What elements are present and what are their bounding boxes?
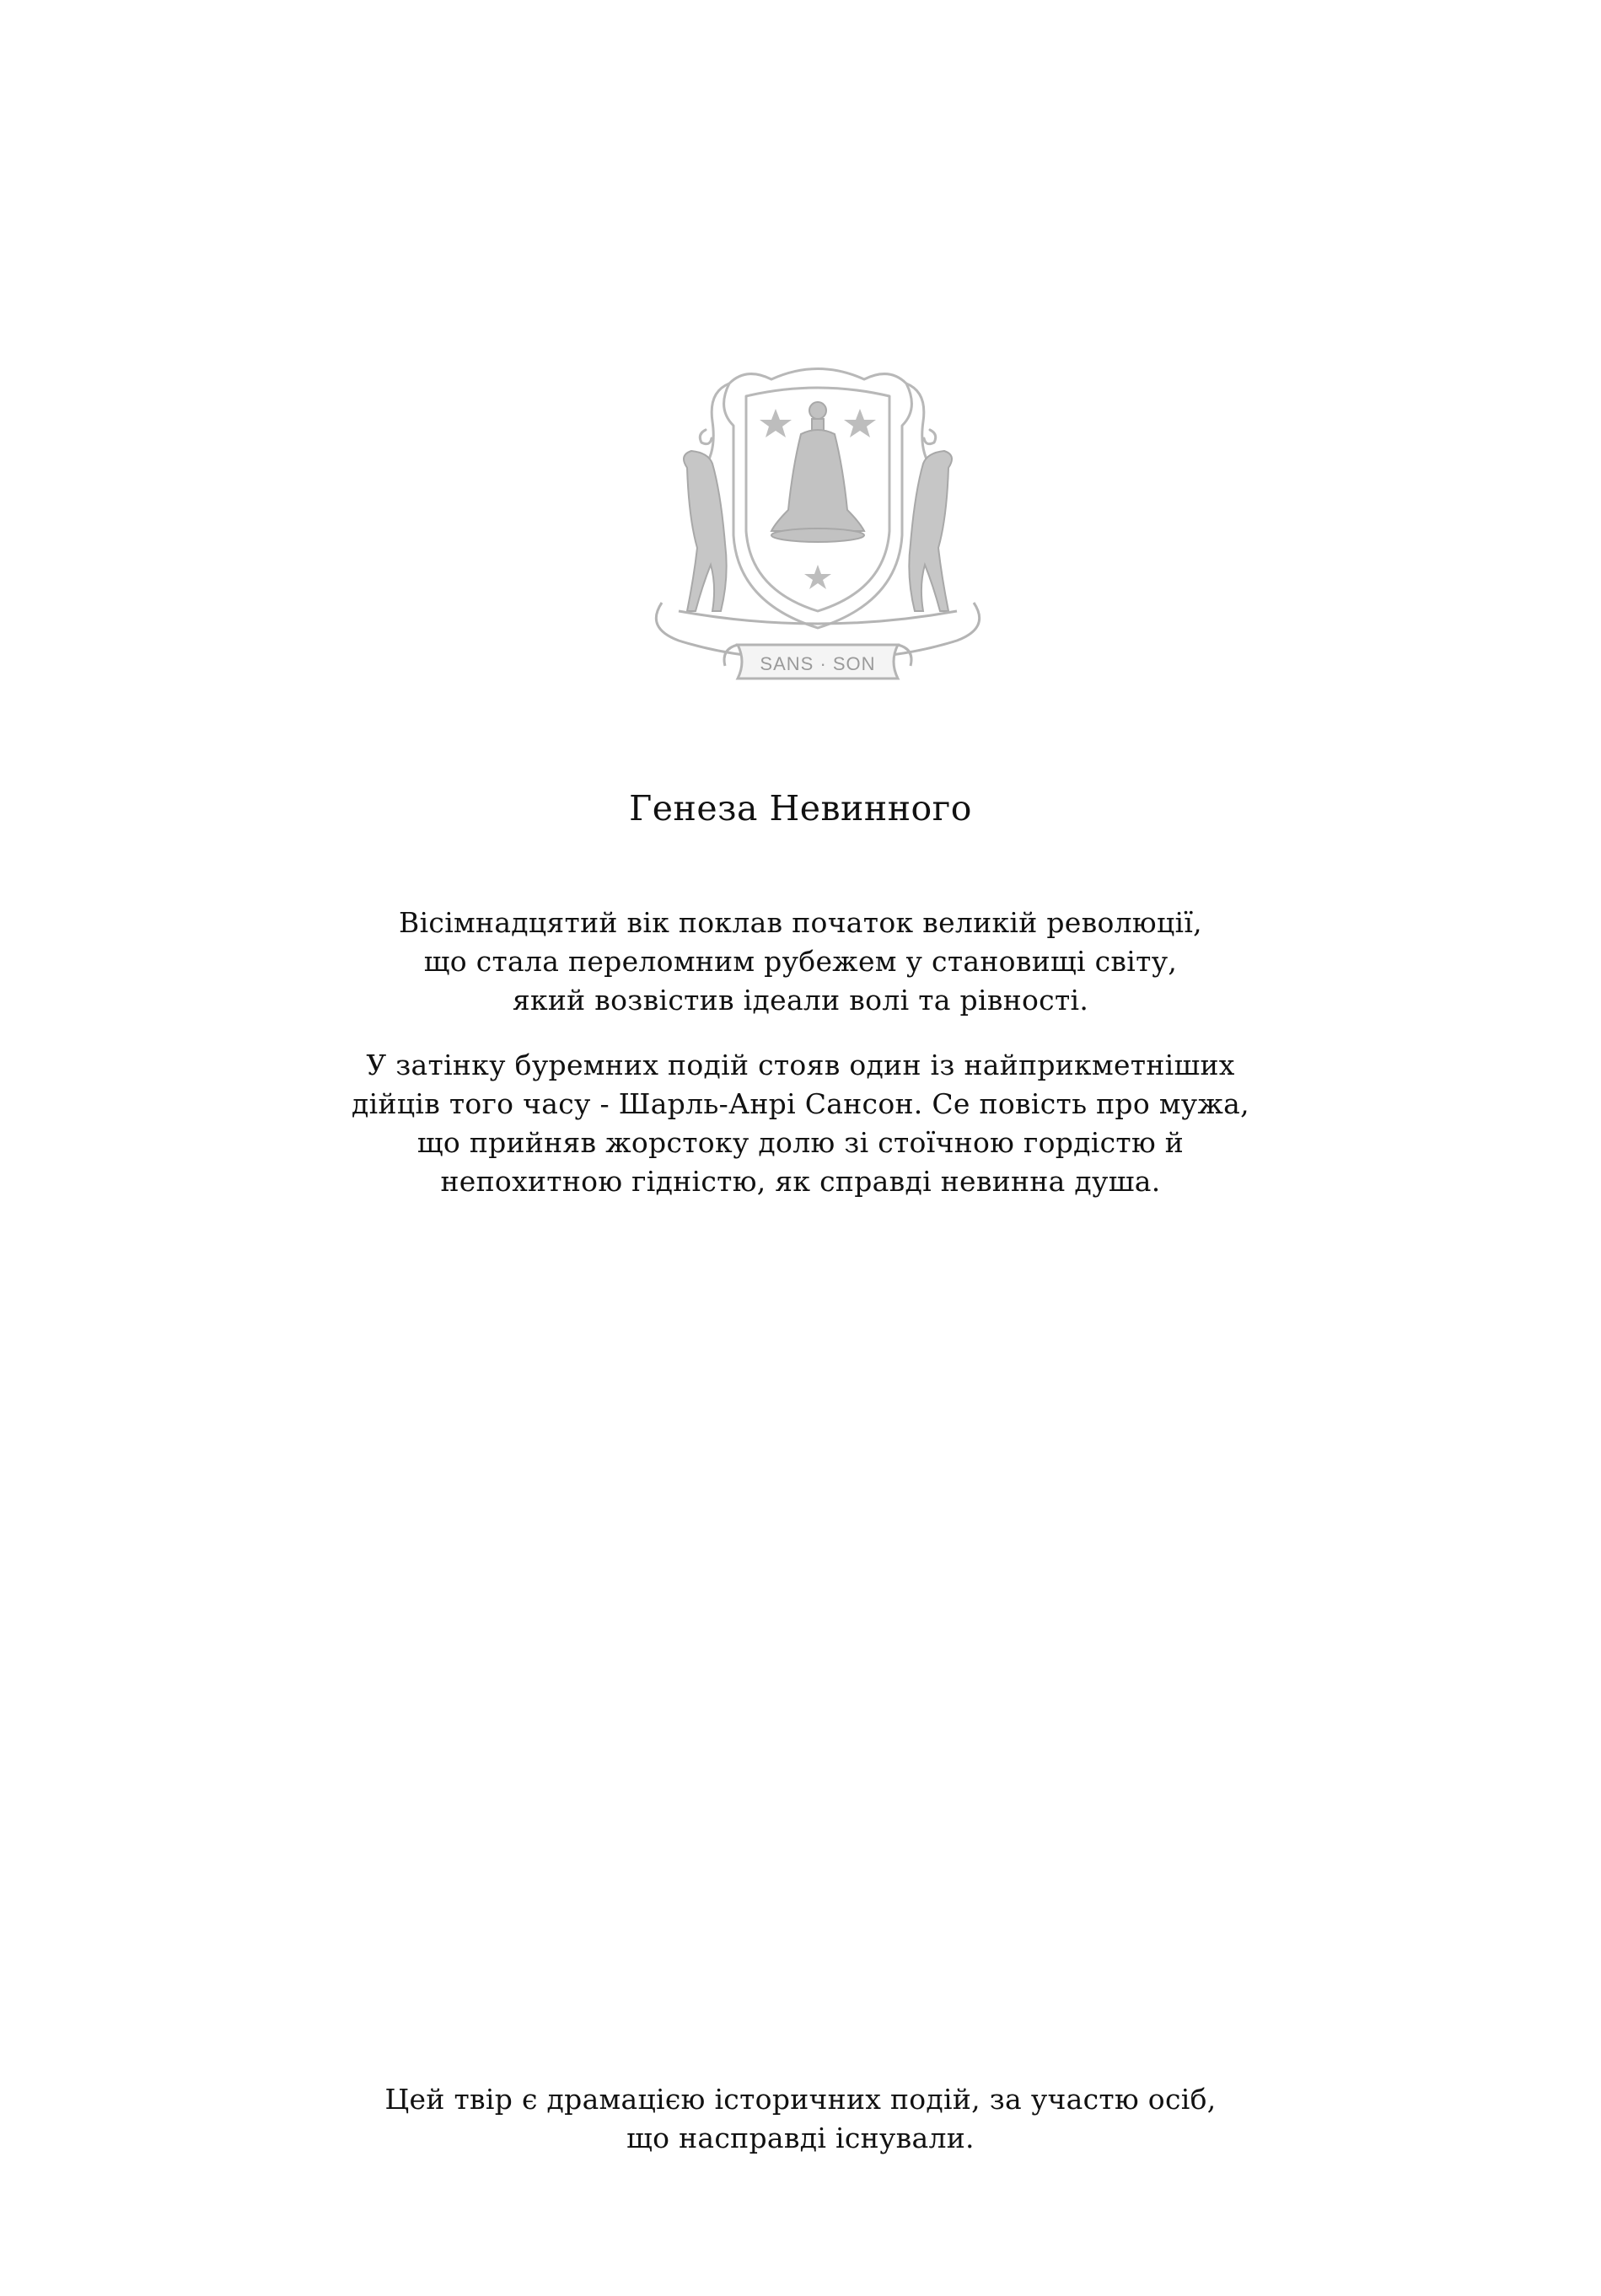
disclaimer-line: Цей твір є драмацією історичних подій, за участю осіб, <box>384 2083 1217 2116</box>
intro-paragraph <box>0 904 1601 1020</box>
description-line: У затінку буремних подій стояв один із найприкметніших <box>366 1049 1235 1081</box>
description-paragraph <box>0 1046 1601 1201</box>
page-title: Генеза Невинного <box>629 788 972 829</box>
intro-line: який возвістив ідеали волі та рівності. <box>512 984 1089 1017</box>
description-line: що прийняв жорстоку долю зі стоїчною гордістю й <box>416 1126 1185 1159</box>
intro-line: Вісімнадцятий вік поклав початок великій революції, <box>399 906 1202 939</box>
emblem-motto: SANS · SON <box>760 653 876 674</box>
intro-line: що стала переломним рубежем у становищі світу, <box>423 945 1178 978</box>
coat-of-arms-emblem <box>628 358 1007 695</box>
description-line: непохитною гідністю, як справді невинна душа. <box>440 1165 1161 1198</box>
disclaimer-line: що насправді існували. <box>626 2122 975 2154</box>
description-line: дійців того часу - Шарль-Анрі Сансон. Се повість про мужа, <box>352 1087 1249 1120</box>
disclaimer-paragraph <box>0 2080 1601 2158</box>
